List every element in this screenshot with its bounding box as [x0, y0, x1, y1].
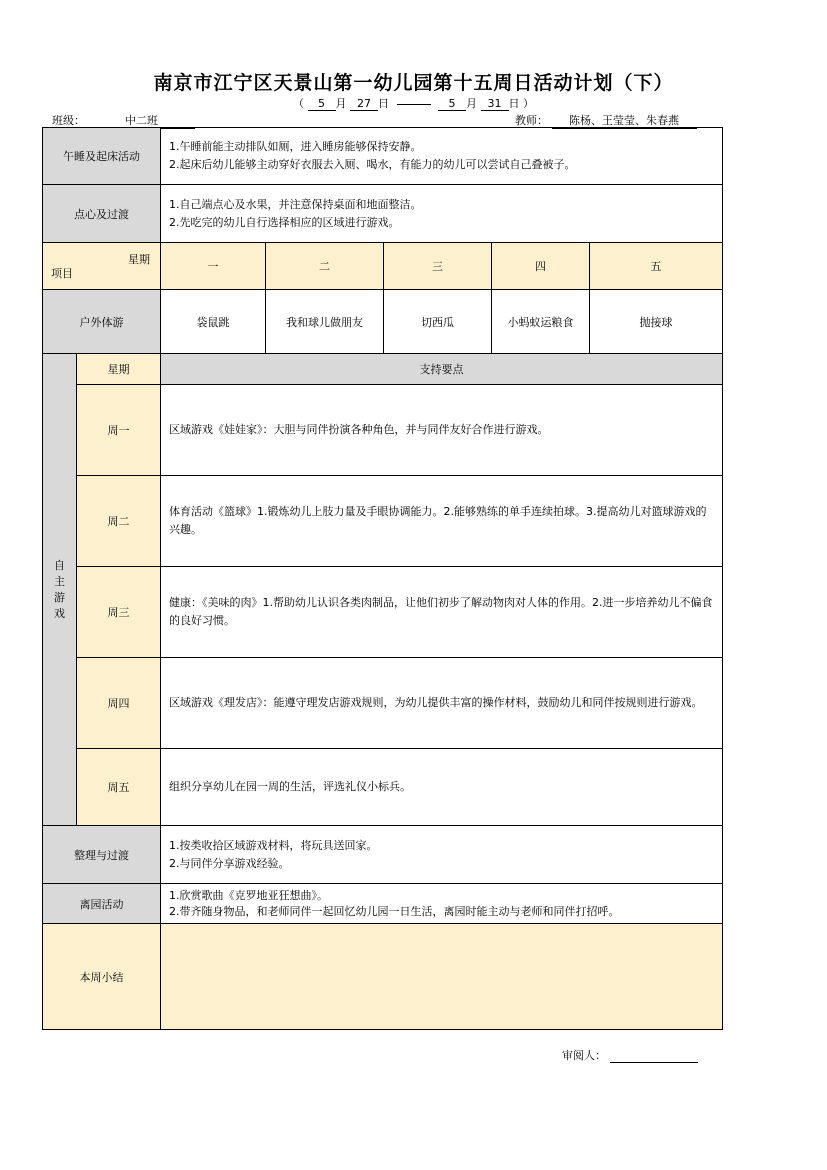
end-day-char: 日	[508, 97, 520, 110]
end-month-char: 月	[466, 97, 477, 110]
snack-row	[43, 185, 723, 243]
header-item-label: 项目	[51, 267, 73, 280]
free-play-day: 周三	[77, 567, 161, 658]
snack-line-2: 2.先吃完的幼儿自行选择相应的区域进行游戏。	[169, 215, 400, 229]
free-play-text: 区域游戏《理发店》：能遵守理发店游戏规则，为幼儿提供丰富的操作材料，鼓励幼儿和同伴按规则进行游戏。	[161, 658, 723, 749]
reviewer-label: 审阅人：	[562, 1049, 606, 1062]
activity-plan-table	[42, 127, 723, 1030]
nap-row	[43, 128, 723, 185]
start-month-char: 月	[335, 97, 347, 110]
snack-content	[161, 185, 723, 243]
diagonal-header-cell	[43, 243, 161, 290]
summary-content[interactable]	[161, 924, 723, 1030]
end-day: 31	[481, 97, 509, 111]
leave-label: 离园活动	[43, 884, 161, 924]
outdoor-item-5: 抛接球	[590, 290, 723, 354]
header-day-5: 五	[590, 243, 723, 290]
nap-content	[161, 128, 723, 185]
free-play-points-header: 支持要点	[161, 354, 723, 385]
leave-row	[43, 884, 723, 924]
outdoor-row	[43, 290, 723, 354]
free-play-row	[43, 658, 723, 749]
start-day-char: 日	[378, 97, 389, 110]
class-label: 班级：	[52, 114, 85, 127]
free-play-row	[43, 385, 723, 476]
free-play-label: 自主游戏	[54, 558, 65, 620]
header-weekday-label: 星期	[128, 253, 150, 266]
nap-line-1: 1.午睡前能主动排队如厕，进入睡房能够保持安静。	[169, 140, 422, 153]
tidy-row	[43, 826, 723, 884]
outdoor-label: 户外体游	[43, 290, 161, 354]
date-close-paren: ）	[523, 97, 534, 110]
start-day: 27	[350, 97, 378, 111]
header-day-3: 三	[384, 243, 492, 290]
outdoor-item-4: 小蚂蚁运粮食	[492, 290, 590, 354]
leave-content	[161, 884, 723, 924]
leave-line-2: 2.带齐随身物品，和老师同伴一起回忆幼儿园一日生活，离园时能主动与老师和同伴打招呼。	[169, 904, 620, 918]
tidy-line-2: 2.与同伴分享游戏经验。	[169, 856, 290, 870]
free-play-text: 组织分享幼儿在园一周的生活，评选礼仪小标兵。	[161, 749, 723, 826]
free-play-text: 健康：《美味的肉》1.帮助幼儿认识各类肉制品，让他们初步了解动物肉对人体的作用。2.进一步培养幼儿不偏食的良好习惯。	[161, 567, 723, 658]
reviewer-signature-field[interactable]	[610, 1049, 698, 1063]
leave-line-1: 1.欣赏歌曲《克罗地亚狂想曲》。	[169, 888, 328, 902]
header-day-4: 四	[492, 243, 590, 290]
page-title: 南京市江宁区天景山第一幼儿园第十五周日活动计划（下）	[153, 72, 674, 94]
summary-row	[43, 924, 723, 1030]
free-play-row	[43, 567, 723, 658]
header-day-2: 二	[266, 243, 384, 290]
header-day-1: 一	[161, 243, 266, 290]
start-month: 5	[308, 97, 336, 111]
date-dash	[397, 104, 431, 105]
nap-line-2: 2.起床后幼儿能够主动穿好衣服去入厕、喝水，有能力的幼儿可以尝试自己叠被子。	[169, 158, 576, 171]
outdoor-item-3: 切西瓜	[384, 290, 492, 354]
snack-label: 点心及过渡	[43, 185, 161, 243]
weekday-header-row	[43, 243, 723, 290]
tidy-label: 整理与过渡	[43, 826, 161, 884]
end-month: 5	[438, 97, 466, 111]
free-play-row	[43, 749, 723, 826]
teacher-label: 教师：	[515, 114, 548, 127]
free-play-day: 周一	[77, 385, 161, 476]
teacher-value: 陈杨、王莹莹、朱春燕	[552, 112, 697, 129]
free-play-day: 周二	[77, 476, 161, 567]
free-play-weekday-header: 星期	[77, 354, 161, 385]
tidy-content	[161, 826, 723, 884]
summary-label: 本周小结	[43, 924, 161, 1030]
class-value: 中二班	[89, 112, 195, 129]
free-play-day: 周五	[77, 749, 161, 826]
date-open-paren: （	[293, 97, 304, 110]
nap-label: 午睡及起床活动	[43, 128, 161, 185]
outdoor-item-1: 袋鼠跳	[161, 290, 266, 354]
outdoor-item-2: 我和球儿做朋友	[266, 290, 384, 354]
free-play-label-cell	[43, 354, 77, 826]
tidy-line-1: 1.按类收拾区域游戏材料，将玩具送回家。	[169, 838, 378, 852]
reviewer-line	[562, 1047, 698, 1063]
date-range	[0, 95, 827, 111]
free-play-header-row	[43, 354, 723, 385]
free-play-text: 区域游戏《娃娃家》：大胆与同伴扮演各种角色，并与同伴友好合作进行游戏。	[161, 385, 723, 476]
free-play-day: 周四	[77, 658, 161, 749]
free-play-row	[43, 476, 723, 567]
free-play-text: 体育活动《篮球》1.锻炼幼儿上肢力量及手眼协调能力。2.能够熟练的单手连续拍球。3.提高幼儿对篮球游戏的兴趣。	[161, 476, 723, 567]
snack-line-1: 1.自己端点心及水果，并注意保持桌面和地面整洁。	[169, 197, 422, 211]
